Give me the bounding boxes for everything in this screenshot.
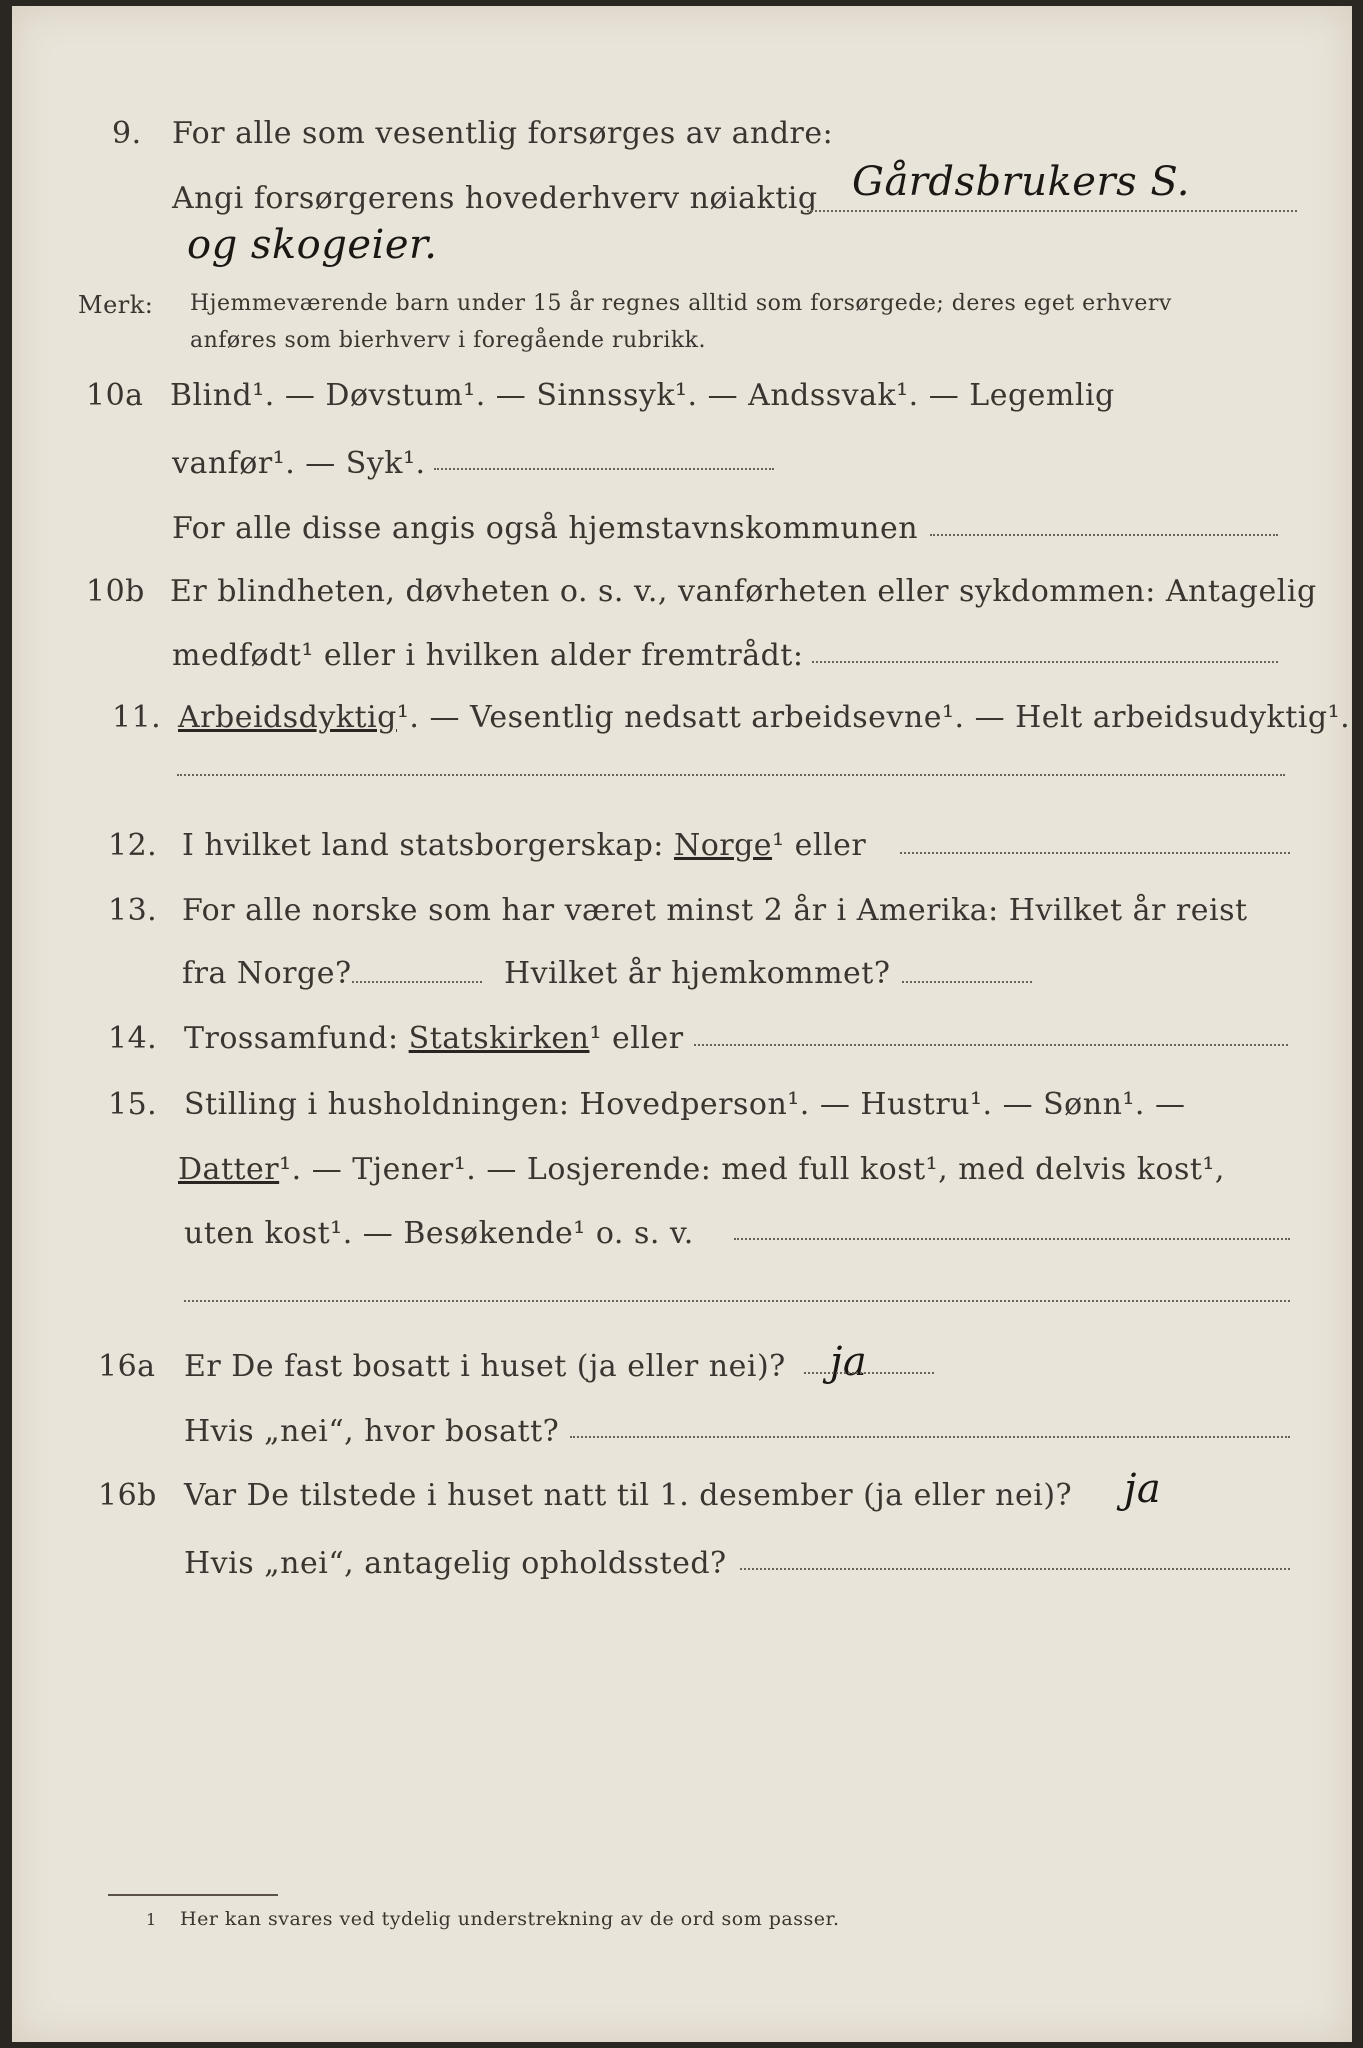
question-text: Angi forsørgerens hovederhverv nøiaktig bbox=[172, 181, 818, 216]
note-label: Merk: bbox=[78, 291, 154, 319]
note-text: Hjemmeværende barn under 15 år regnes alltid som forsørgede; deres eget erhverv bbox=[190, 291, 1172, 316]
census-form-page bbox=[12, 6, 1352, 2042]
question-text bbox=[182, 828, 866, 863]
underlined-option: Norge bbox=[673, 828, 773, 863]
answer-line bbox=[184, 1300, 1290, 1302]
question-number: 10a bbox=[86, 378, 144, 413]
question-number: 12. bbox=[108, 828, 158, 863]
answer-line bbox=[812, 661, 1278, 663]
question-number: 11. bbox=[112, 700, 162, 735]
footnote-mark: 1 bbox=[146, 1910, 157, 1929]
question-number: 13. bbox=[108, 893, 158, 928]
question-text-post: ¹ eller bbox=[772, 828, 867, 863]
answer-line bbox=[807, 210, 1297, 212]
answer-line bbox=[570, 1436, 1290, 1438]
underlined-option: Datter bbox=[178, 1152, 280, 1187]
question-text: Er blindheten, døvheten o. s. v., vanførheten eller sykdommen: Antagelig bbox=[170, 574, 1317, 609]
question-text: For alle som vesentlig forsørges av andre: bbox=[172, 116, 834, 151]
question-text: For alle norske som har været minst 2 år i Amerika: Hvilket år reist bbox=[182, 893, 1248, 928]
answer-line bbox=[177, 774, 1285, 776]
question-number: 14. bbox=[108, 1021, 158, 1056]
handwritten-answer: ja bbox=[1124, 1466, 1162, 1512]
question-text: Er De fast bosatt i huset (ja eller nei)? bbox=[184, 1349, 786, 1384]
question-text bbox=[178, 700, 1350, 735]
answer-line bbox=[804, 1372, 934, 1374]
question-text: Blind¹. — Døvstum¹. — Sinnssyk¹. — Andssvak¹. — Legemlig bbox=[170, 378, 1115, 413]
handwritten-answer: Gårdsbrukers S. bbox=[852, 159, 1191, 205]
question-text: Stilling i husholdningen: Hovedperson¹. — Hustru¹. — Sønn¹. — bbox=[184, 1087, 1186, 1122]
question-text: fra Norge? bbox=[182, 956, 352, 991]
question-text-pre: I hvilket land statsborgerskap: bbox=[182, 828, 664, 863]
question-text-pre: Trossamfund: bbox=[184, 1021, 399, 1056]
handwritten-answer: og skogeier. bbox=[187, 222, 438, 268]
question-number: 16a bbox=[98, 1349, 156, 1384]
question-text-rest: ¹. — Vesentlig nedsatt arbeidsevne¹. — Helt arbeidsudyktig¹. bbox=[396, 700, 1351, 735]
question-text-rest: ¹. — Tjener¹. — Losjerende: med full kost¹, med delvis kost¹, bbox=[279, 1152, 1225, 1187]
question-text: Hvilket år hjemkommet? bbox=[504, 956, 891, 991]
question-text: For alle disse angis også hjemstavnskommunen bbox=[172, 511, 919, 546]
question-text bbox=[184, 1021, 684, 1056]
handwritten-answer: ja bbox=[830, 1339, 868, 1385]
question-number: 15. bbox=[108, 1087, 158, 1122]
answer-line bbox=[694, 1044, 1288, 1046]
answer-line bbox=[434, 468, 774, 470]
question-text: vanfør¹. — Syk¹. bbox=[172, 446, 426, 481]
answer-line bbox=[902, 981, 1032, 983]
answer-line bbox=[740, 1568, 1290, 1570]
footnote-text: Her kan svares ved tydelig understrekning av de ord som passer. bbox=[180, 1908, 840, 1930]
underlined-option: Statskirken bbox=[408, 1021, 590, 1056]
question-text: Hvis „nei“, hvor bosatt? bbox=[184, 1414, 560, 1449]
footnote-rule bbox=[108, 1894, 278, 1896]
answer-line bbox=[734, 1238, 1290, 1240]
question-text: Hvis „nei“, antagelig opholdssted? bbox=[184, 1546, 727, 1581]
question-text: uten kost¹. — Besøkende¹ o. s. v. bbox=[184, 1216, 694, 1251]
answer-line bbox=[352, 981, 482, 983]
question-number: 10b bbox=[86, 574, 145, 609]
answer-line bbox=[900, 852, 1290, 854]
answer-line bbox=[930, 534, 1278, 536]
question-text: Var De tilstede i huset natt til 1. desember (ja eller nei)? bbox=[184, 1478, 1073, 1513]
question-text bbox=[178, 1152, 1225, 1187]
note-text: anføres som bierhverv i foregående rubrikk. bbox=[190, 328, 707, 353]
question-number: 16b bbox=[98, 1478, 157, 1513]
underlined-option: Arbeidsdyktig bbox=[178, 700, 397, 735]
question-number: 9. bbox=[112, 116, 142, 151]
question-text-post: ¹ eller bbox=[589, 1021, 684, 1056]
question-text: medfødt¹ eller i hvilken alder fremtrådt: bbox=[172, 638, 804, 673]
